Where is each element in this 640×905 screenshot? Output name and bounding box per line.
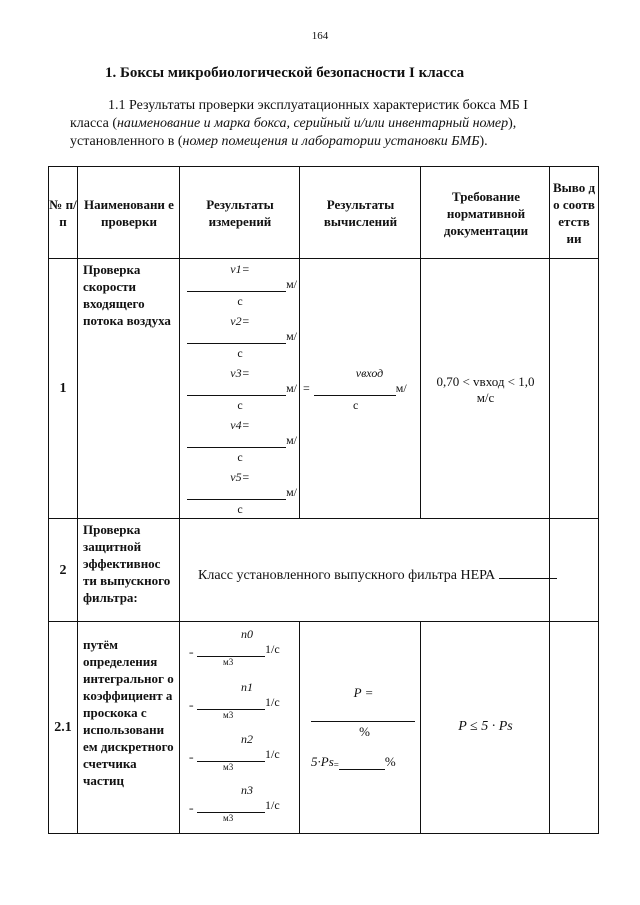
concentration-unit: 1/с <box>265 747 280 761</box>
concentration-unit: 1/с <box>265 798 280 812</box>
row-check-name: Проверка скорости входящего потока воздуха <box>83 262 171 328</box>
table-border <box>299 166 300 518</box>
calc-input[interactable] <box>314 381 396 396</box>
row-check-name: путём определения интегральног о коэффициент а проскока с использовани ем дискретного счетчика частиц <box>83 637 174 788</box>
measurement-denominator: с <box>237 346 243 360</box>
results-table <box>48 166 599 834</box>
header-calculations: Результаты вычислений <box>323 197 398 229</box>
concentration-input[interactable] <box>189 644 265 658</box>
measurement-v5 <box>183 470 297 517</box>
concentration-input[interactable] <box>189 697 265 711</box>
header-num: № п/ п <box>49 197 77 229</box>
table-border <box>420 166 421 518</box>
intro-text: ). <box>479 134 488 149</box>
concentration-symbol: n0 <box>241 627 253 641</box>
measurement-denominator: с <box>237 398 243 412</box>
intro-text: установленного в ( <box>70 134 183 149</box>
table-border <box>179 166 180 834</box>
measurement-input[interactable] <box>187 329 286 344</box>
table-border <box>48 258 599 259</box>
requirement-unit: м/с <box>476 390 495 405</box>
measurement-input[interactable] <box>187 277 286 292</box>
table-border <box>48 621 599 622</box>
measurement-symbol: v5= <box>230 470 250 484</box>
concentration-symbol: n3 <box>241 783 253 797</box>
concentration-prefix: = <box>189 754 194 763</box>
measurement-denominator: с <box>237 450 243 464</box>
table-border <box>598 166 599 834</box>
page-number: 164 <box>311 30 329 42</box>
header-conclusion: Выво д о соотв етств ии <box>552 180 596 246</box>
concentration-n3 <box>183 783 297 823</box>
penetration-calculation <box>303 685 418 770</box>
velocity-calculation <box>303 366 418 413</box>
filter-class-line <box>198 566 557 584</box>
table-border <box>48 166 599 167</box>
table-border <box>549 166 550 834</box>
calc-p-percent: % <box>359 724 370 739</box>
concentration-denominator: м3 <box>223 710 234 720</box>
intro-line-3 <box>70 133 590 151</box>
intro-paragraph <box>70 97 590 151</box>
measurement-unit: м/ <box>286 433 297 447</box>
intro-line-2 <box>70 115 590 133</box>
concentration-prefix: = <box>189 805 194 814</box>
measurement-symbol: v2= <box>230 314 250 328</box>
table-border <box>48 518 599 519</box>
measurement-symbol: v3= <box>230 366 250 380</box>
measurement-symbol: v1= <box>230 262 250 276</box>
measurement-v1 <box>183 262 297 309</box>
concentration-input[interactable] <box>189 749 265 763</box>
calc-ps-line <box>311 754 418 770</box>
concentration-n2 <box>183 732 297 772</box>
table-border <box>420 621 421 834</box>
concentration-n0 <box>183 627 297 667</box>
calc-ps-input[interactable] <box>339 757 385 770</box>
calc-prefix: = <box>303 381 310 395</box>
measurement-input[interactable] <box>187 381 286 396</box>
header-name: Наименовани е проверки <box>84 197 174 229</box>
calc-denominator: с <box>353 398 359 412</box>
measurement-denominator: с <box>237 294 243 308</box>
measurement-unit: м/ <box>286 381 297 395</box>
intro-placeholder-box: наименование и марка бокса, серийный и/или инвентарный номер <box>116 116 509 131</box>
measurement-input[interactable] <box>187 485 286 500</box>
measurement-unit: м/ <box>286 485 297 499</box>
table-border <box>299 621 300 834</box>
concentration-denominator: м3 <box>223 657 234 667</box>
measurement-v4 <box>183 418 297 465</box>
calc-p-label: P = <box>353 685 374 700</box>
measurement-input[interactable] <box>187 433 286 448</box>
row-number: 2.1 <box>54 720 72 735</box>
intro-text: ), <box>508 116 517 131</box>
calc-unit: м/ <box>395 381 407 395</box>
calc-ps-expression: 5·Ps <box>311 754 334 769</box>
velocity-requirement <box>423 374 548 406</box>
concentration-symbol: n1 <box>241 680 253 694</box>
calc-p-input[interactable] <box>311 707 415 722</box>
intro-placeholder-room: номер помещения и лаборатории установки БМБ <box>182 134 480 149</box>
filter-class-label: Класс установленного выпускного фильтра НЕРА <box>198 568 496 583</box>
row-number: 1 <box>59 381 67 396</box>
calc-ps-prefix: = <box>333 760 339 770</box>
intro-text: класса ( <box>70 116 117 131</box>
section-heading: 1. Боксы микробиологической безопасности I класса <box>105 65 465 81</box>
concentration-unit: 1/с <box>265 642 280 656</box>
header-requirement: Требование нормативной документации <box>443 188 529 238</box>
concentration-prefix: = <box>189 649 194 658</box>
measurement-symbol: v4= <box>230 418 250 432</box>
filter-class-input[interactable] <box>499 566 557 579</box>
measurement-v3 <box>183 366 297 413</box>
row-number: 2 <box>59 562 67 578</box>
measurement-unit: м/ <box>286 329 297 343</box>
concentration-input[interactable] <box>189 800 265 814</box>
table-border <box>77 166 78 834</box>
concentration-prefix: = <box>189 702 194 711</box>
penetration-requirement: P ≤ 5 · Ps <box>458 719 513 734</box>
header-measurements: Результаты измерений <box>206 197 274 229</box>
intro-line-1: 1.1 Результаты проверки эксплуатационных характеристик бокса МБ I <box>108 98 528 113</box>
calc-symbol: vвход <box>355 366 384 380</box>
concentration-n1 <box>183 680 297 720</box>
concentration-denominator: м3 <box>223 813 234 823</box>
calc-ps-unit: % <box>384 754 396 769</box>
concentration-symbol: n2 <box>241 732 253 746</box>
measurement-v2 <box>183 314 297 361</box>
concentration-denominator: м3 <box>223 762 234 772</box>
measurement-denominator: с <box>237 502 243 516</box>
row-check-name: Проверка защитной эффективнос ти выпускного фильтра: <box>83 522 171 605</box>
concentration-unit: 1/с <box>265 695 280 709</box>
measurement-unit: м/ <box>286 277 297 291</box>
requirement-text: 0,70 < vвход < 1,0 <box>436 374 535 389</box>
table-border <box>48 833 599 834</box>
